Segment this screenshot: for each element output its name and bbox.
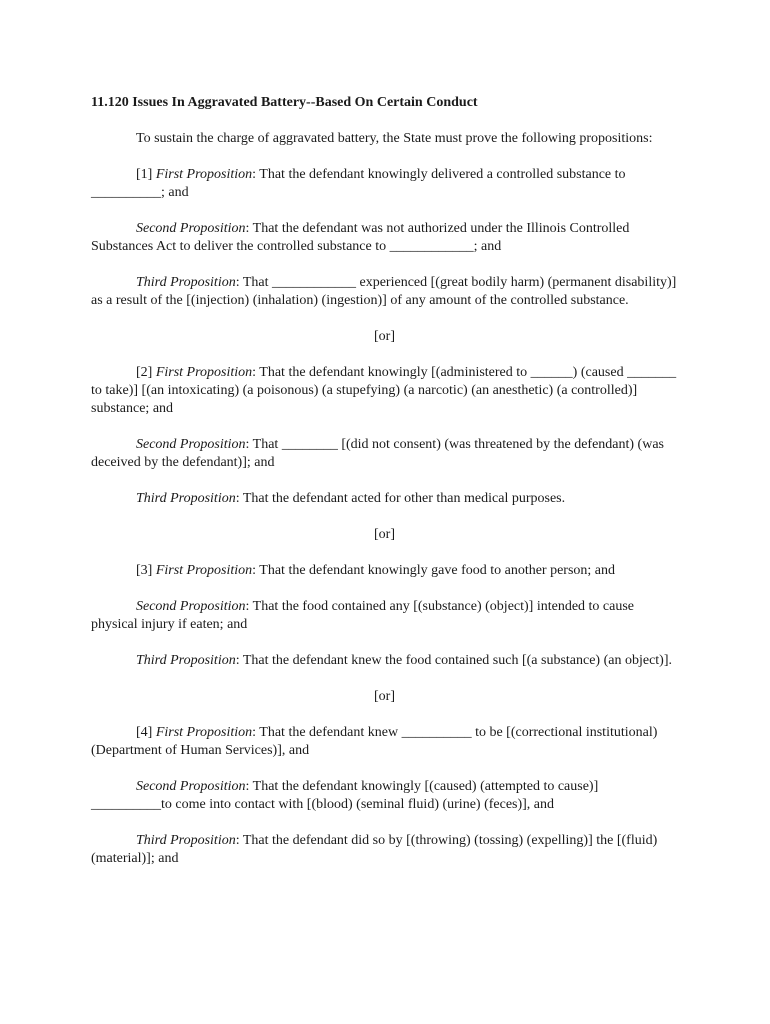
proposition-label: Second Proposition — [136, 779, 246, 794]
proposition-paragraph — [91, 436, 678, 472]
proposition-label: Second Proposition — [136, 221, 246, 236]
proposition-label: First Proposition — [155, 725, 253, 740]
proposition-paragraph — [91, 652, 678, 670]
proposition-label: First Proposition — [155, 167, 253, 182]
proposition-label: Second Proposition — [136, 437, 246, 452]
proposition-label: First Proposition — [155, 563, 253, 578]
proposition-paragraph — [91, 778, 678, 814]
proposition-paragraph — [91, 220, 678, 256]
proposition-label: First Proposition — [155, 365, 253, 380]
proposition-text: : That the defendant knowingly [(caused) (attempted to cause)] __________to come into contact with [(blood) (seminal fluid) (urine) (feces)], and — [91, 779, 599, 812]
proposition-paragraph — [91, 562, 678, 580]
proposition-paragraph — [91, 364, 678, 418]
proposition-label: Third Proposition — [136, 653, 236, 668]
proposition-label: Third Proposition — [136, 275, 236, 290]
proposition-text: : That ________ [(did not consent) (was threatened by the defendant) (was deceived by the defendant)]; and — [91, 437, 664, 470]
section-heading: 11.120 Issues In Aggravated Battery--Based On Certain Conduct — [91, 95, 478, 110]
proposition-text: : That the defendant was not authorized under the Illinois Controlled Substances Act to deliver the controlled substance to ____________; and — [91, 221, 630, 254]
or-separator: [or] — [374, 689, 395, 704]
or-separator: [or] — [374, 527, 395, 542]
proposition-number: [4] — [136, 725, 156, 740]
proposition-label: Third Proposition — [136, 833, 236, 848]
propositions-container — [91, 166, 678, 868]
proposition-number: [3] — [136, 563, 156, 578]
proposition-text: : That the defendant knowingly [(administered to ______) (caused _______ to take)] [(an intoxicating) (a poisonous) (a stupefying) (a narcotic) (an anesthetic) (a controlled)] substance; and — [91, 365, 677, 416]
proposition-text: : That the defendant knew the food contained such [(a substance) (an object)]. — [235, 653, 672, 668]
proposition-paragraph — [91, 490, 678, 508]
proposition-text: : That the defendant acted for other than medical purposes. — [235, 491, 566, 506]
proposition-number: [1] — [136, 167, 156, 182]
proposition-text: : That the defendant knew __________ to be [(correctional institutional) (Department of Human Services)], and — [91, 725, 658, 758]
proposition-paragraph — [91, 166, 678, 202]
proposition-text: : That the defendant knowingly gave food to another person; and — [252, 563, 616, 578]
proposition-text: : That the defendant did so by [(throwing) (tossing) (expelling)] the [(fluid) (material)]; and — [91, 833, 658, 866]
proposition-paragraph — [91, 724, 678, 760]
proposition-paragraph — [91, 274, 678, 310]
intro-paragraph: To sustain the charge of aggravated battery, the State must prove the following propositions: — [136, 131, 653, 146]
proposition-number: [2] — [136, 365, 156, 380]
proposition-label: Third Proposition — [136, 491, 236, 506]
proposition-paragraph — [91, 598, 678, 634]
proposition-text: : That the defendant knowingly delivered a controlled substance to __________; and — [91, 167, 626, 200]
proposition-label: Second Proposition — [136, 599, 246, 614]
proposition-text: : That ____________ experienced [(great bodily harm) (permanent disability)] as a result of the [(injection) (inhalation) (ingestion)] of any amount of the controlled substance. — [91, 275, 677, 308]
proposition-text: : That the food contained any [(substance) (object)] intended to cause physical injury if eaten; and — [91, 599, 635, 632]
proposition-paragraph — [91, 832, 678, 868]
or-separator: [or] — [374, 329, 395, 344]
